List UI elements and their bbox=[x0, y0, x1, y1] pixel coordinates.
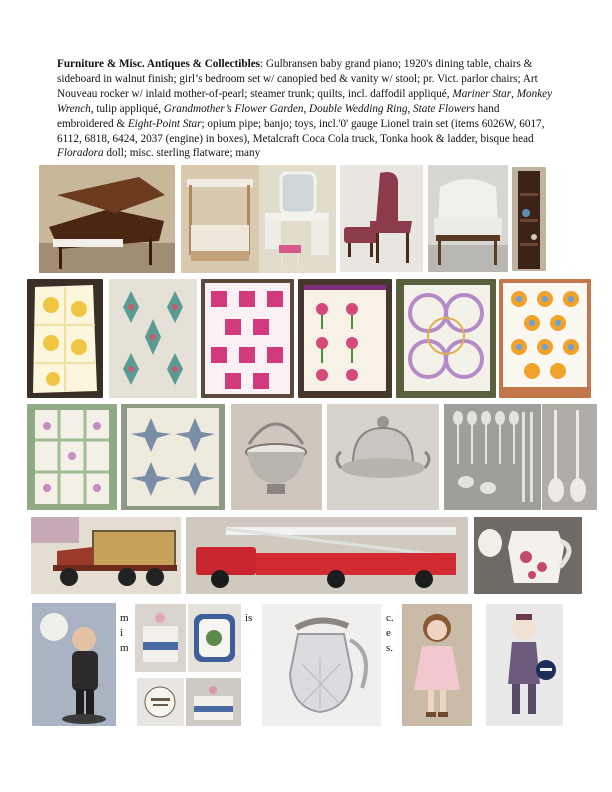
photo-dish bbox=[188, 604, 241, 672]
photo-eight-point-star-quilt bbox=[121, 404, 225, 510]
intro-part-1: : Gulbransen baby grand piano; 1920's dining table, chairs & sideboard in walnut finish; girl’s bedroom set w/ canopied bed & vanity w/ stool; pr. Vict. parlor chairs; Art Nouveau rocker w/ inlaid mother-of-pearl; steamer trunk; quilts, incl. daffodil appliqué, bbox=[57, 58, 538, 100]
photo-canopy-bed bbox=[181, 165, 259, 273]
photo-silver-butter-dish bbox=[327, 404, 439, 510]
photo-state-flowers-quilt bbox=[27, 404, 117, 510]
photo-tonka-ladder-truck bbox=[186, 517, 468, 594]
intro-part-4: Monkey Wrench bbox=[57, 87, 553, 115]
photo-pitcher bbox=[474, 517, 582, 594]
photo-covered-jar bbox=[135, 604, 186, 672]
photo-floradora-doll bbox=[402, 604, 472, 726]
photo-toby-figure bbox=[32, 603, 116, 726]
photo-sterling-servers bbox=[542, 404, 597, 510]
photo-glass-pitcher bbox=[262, 604, 381, 726]
photo-wedding-ring-quilt bbox=[396, 279, 496, 398]
photo-clown-figurine bbox=[486, 604, 563, 726]
photo-upholstered-chair bbox=[428, 165, 508, 272]
intro-part-5: , tulip appliqué, bbox=[90, 102, 164, 115]
intro-part-7: , bbox=[303, 102, 310, 115]
photo-baby-grand-piano bbox=[39, 165, 175, 273]
intro-part-6: Grandmother’s Flower Garden bbox=[163, 102, 304, 115]
fragment-text-1: m i m bbox=[120, 612, 129, 654]
intro-part-12: Eight-Point Star bbox=[127, 117, 202, 130]
intro-part-11: hand embroidered & bbox=[57, 102, 500, 130]
intro-part-13: ; opium pipe; banjo; toys, incl.'0' gauge Lionel train set (items 6026W, 6017, 6112, 6818, 6424, 2037 (engine) in boxes), Metalcraft Coca Cola truck, Tonka hook & ladder, bisque head bbox=[57, 117, 545, 145]
intro-paragraph bbox=[57, 57, 557, 161]
photo-sterling-flatware bbox=[444, 404, 541, 510]
photo-daffodil-quilt bbox=[27, 279, 103, 398]
photo-monkey-wrench-quilt bbox=[201, 279, 294, 398]
intro-part-9: , bbox=[407, 102, 414, 115]
photo-corner-shelf bbox=[512, 167, 546, 271]
photo-royal-doulton-mark bbox=[137, 678, 184, 726]
photo-star-quilt bbox=[109, 279, 197, 398]
photo-parlor-chair-ottoman bbox=[340, 165, 423, 272]
intro-part-14: Floradora bbox=[57, 147, 104, 160]
intro-part-0: Furniture & Misc. Antiques & Collectibles bbox=[57, 58, 261, 70]
intro-part-8: Double Wedding Ring bbox=[309, 102, 408, 115]
photo-vanity-stool bbox=[259, 165, 336, 273]
photo-metalcraft-truck bbox=[31, 517, 181, 594]
fragment-text-3: c. e s. bbox=[386, 612, 394, 654]
photo-small-covered-box bbox=[186, 678, 241, 726]
intro-part-10: State Flowers bbox=[413, 102, 475, 115]
photo-silver-basket bbox=[231, 404, 322, 510]
intro-part-15: doll; misc. sterling flatware; many bbox=[103, 147, 261, 160]
photo-flower-garden-quilt bbox=[499, 279, 591, 398]
intro-part-3: , bbox=[511, 87, 517, 100]
fragment-text-2: is bbox=[245, 612, 253, 624]
intro-part-2: Mariner Star bbox=[452, 87, 512, 100]
photo-tulip-quilt bbox=[298, 279, 392, 398]
